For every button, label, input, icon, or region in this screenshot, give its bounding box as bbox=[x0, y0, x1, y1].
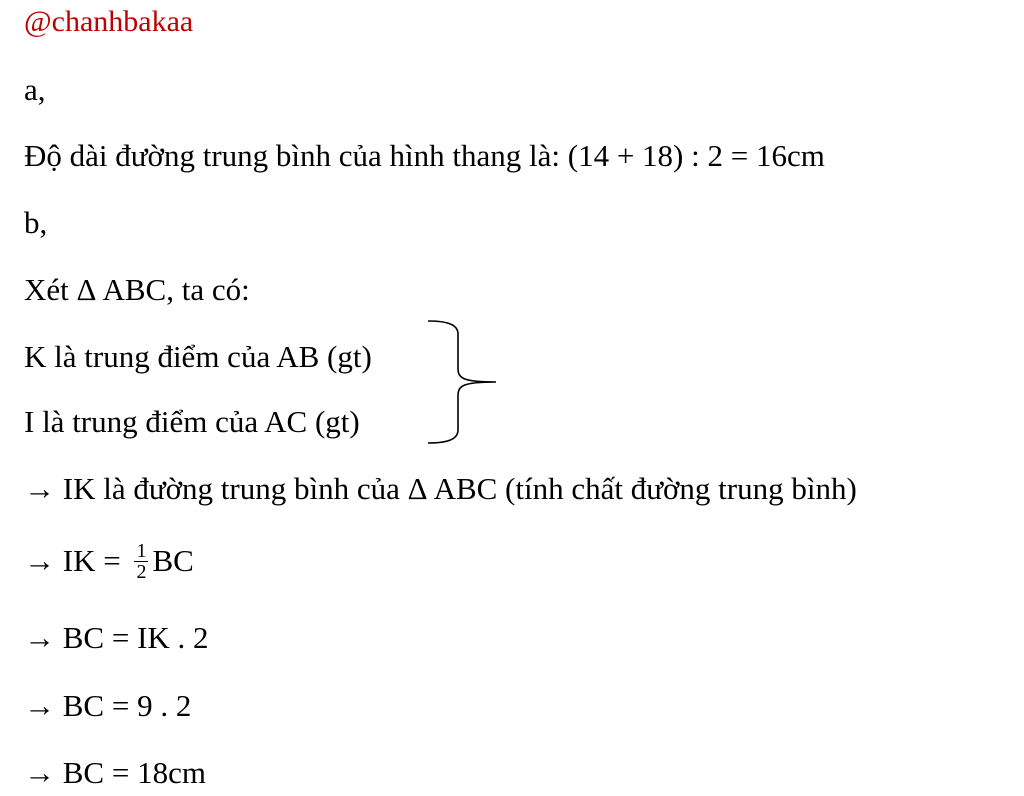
part-a-answer: Độ dài đường trung bình của hình thang là: (14 + 18) : 2 = 16cm bbox=[24, 138, 825, 173]
ik-prefix: → IK = bbox=[24, 543, 129, 578]
bc-equals-ik-times-two: → BC = IK . 2 bbox=[24, 620, 209, 655]
fraction-denominator: 2 bbox=[136, 561, 147, 584]
part-b-label: b, bbox=[24, 205, 48, 240]
premise-i-midpoint: I là trung điểm của AC (gt) bbox=[24, 404, 360, 439]
one-half-fraction bbox=[134, 541, 148, 582]
ik-half-bc bbox=[24, 540, 194, 584]
ik-suffix: BC bbox=[152, 543, 194, 578]
bc-result: → BC = 18cm bbox=[24, 755, 206, 790]
author-handle: @chanhbakaa bbox=[24, 5, 194, 38]
conclusion-midline: → IK là đường trung bình của Δ ABC (tính chất đường trung bình) bbox=[24, 471, 857, 506]
bc-equals-nine-times-two: → BC = 9 . 2 bbox=[24, 688, 192, 723]
fraction-numerator: 1 bbox=[136, 540, 147, 563]
premise-k-midpoint: K là trung điểm của AB (gt) bbox=[24, 339, 372, 374]
part-a-label: a, bbox=[24, 72, 46, 107]
consider-triangle: Xét Δ ABC, ta có: bbox=[24, 272, 250, 307]
right-brace-icon bbox=[424, 318, 504, 448]
